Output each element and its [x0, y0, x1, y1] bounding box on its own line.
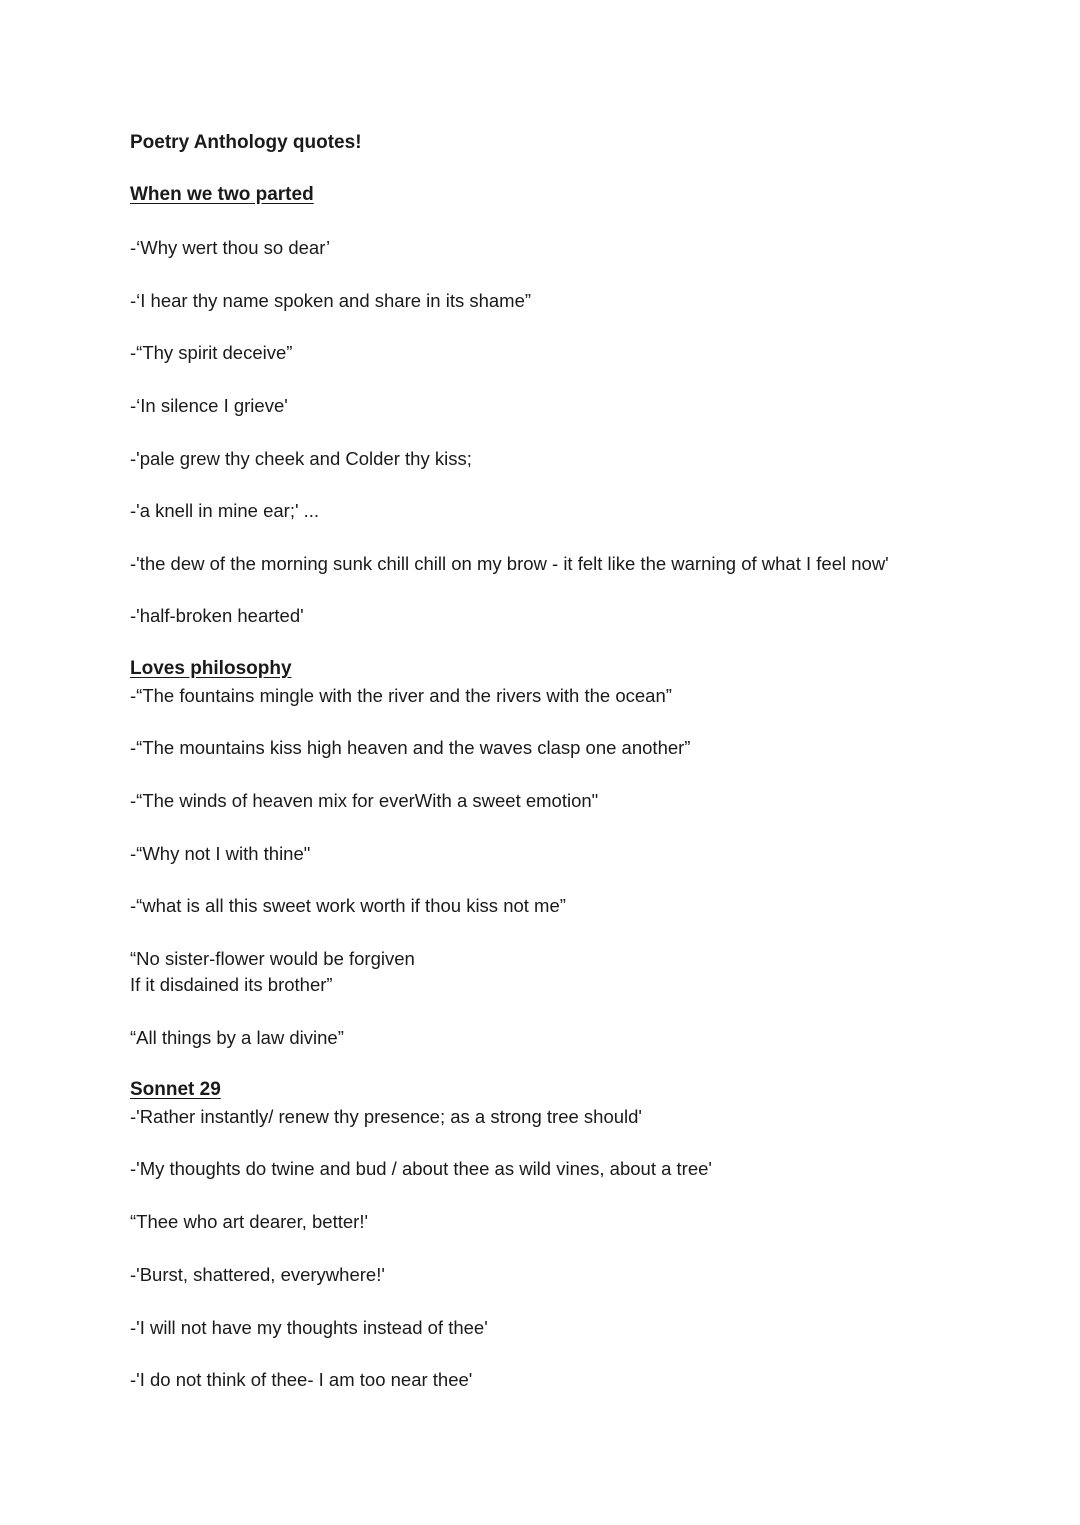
quote-line: -'pale grew thy cheek and Colder thy kiss;	[130, 448, 472, 469]
quote-line: -“The mountains kiss high heaven and the waves clasp one another”	[130, 737, 691, 758]
quote-line: -“The fountains mingle with the river and the rivers with the ocean”	[130, 685, 672, 706]
quote-line: -'I will not have my thoughts instead of thee'	[130, 1317, 488, 1338]
quote-line: -‘I hear thy name spoken and share in its shame”	[130, 290, 532, 311]
quote-line: -‘Why wert thou so dear’	[130, 237, 331, 258]
quote-line: “Thee who art dearer, better!'	[130, 1211, 368, 1232]
quote-line: -'Rather instantly/ renew thy presence; as a strong tree should'	[130, 1106, 642, 1127]
quote-line: “No sister-flower would be forgiven	[130, 948, 415, 969]
section-heading-sonnet-29: Sonnet 29	[130, 1079, 221, 1100]
quote-line: -'I do not think of thee- I am too near thee'	[130, 1369, 473, 1390]
document-title: Poetry Anthology quotes!	[130, 132, 362, 153]
quote-line: -“what is all this sweet work worth if thou kiss not me”	[130, 895, 566, 916]
quote-line: -‘In silence I grieve'	[130, 395, 288, 416]
section-heading-loves-philosophy: Loves philosophy	[130, 658, 292, 679]
quote-line: -'the dew of the morning sunk chill chill on my brow - it felt like the warning of what I feel now'	[130, 553, 889, 574]
quote-line: -'half-broken hearted'	[130, 605, 304, 626]
quote-line: -“Thy spirit deceive”	[130, 342, 293, 363]
quote-line: -'My thoughts do twine and bud / about thee as wild vines, about a tree'	[130, 1158, 712, 1179]
quote-line: -“The winds of heaven mix for everWith a sweet emotion"	[130, 790, 599, 811]
quote-line: “All things by a law divine”	[130, 1027, 344, 1048]
quote-line: If it disdained its brother”	[130, 974, 333, 995]
section-heading-when-we-two-parted: When we two parted	[130, 184, 314, 205]
quote-line: -“Why not I with thine"	[130, 843, 311, 864]
quote-line: -'a knell in mine ear;' ...	[130, 500, 320, 521]
quote-line: -'Burst, shattered, everywhere!'	[130, 1264, 385, 1285]
